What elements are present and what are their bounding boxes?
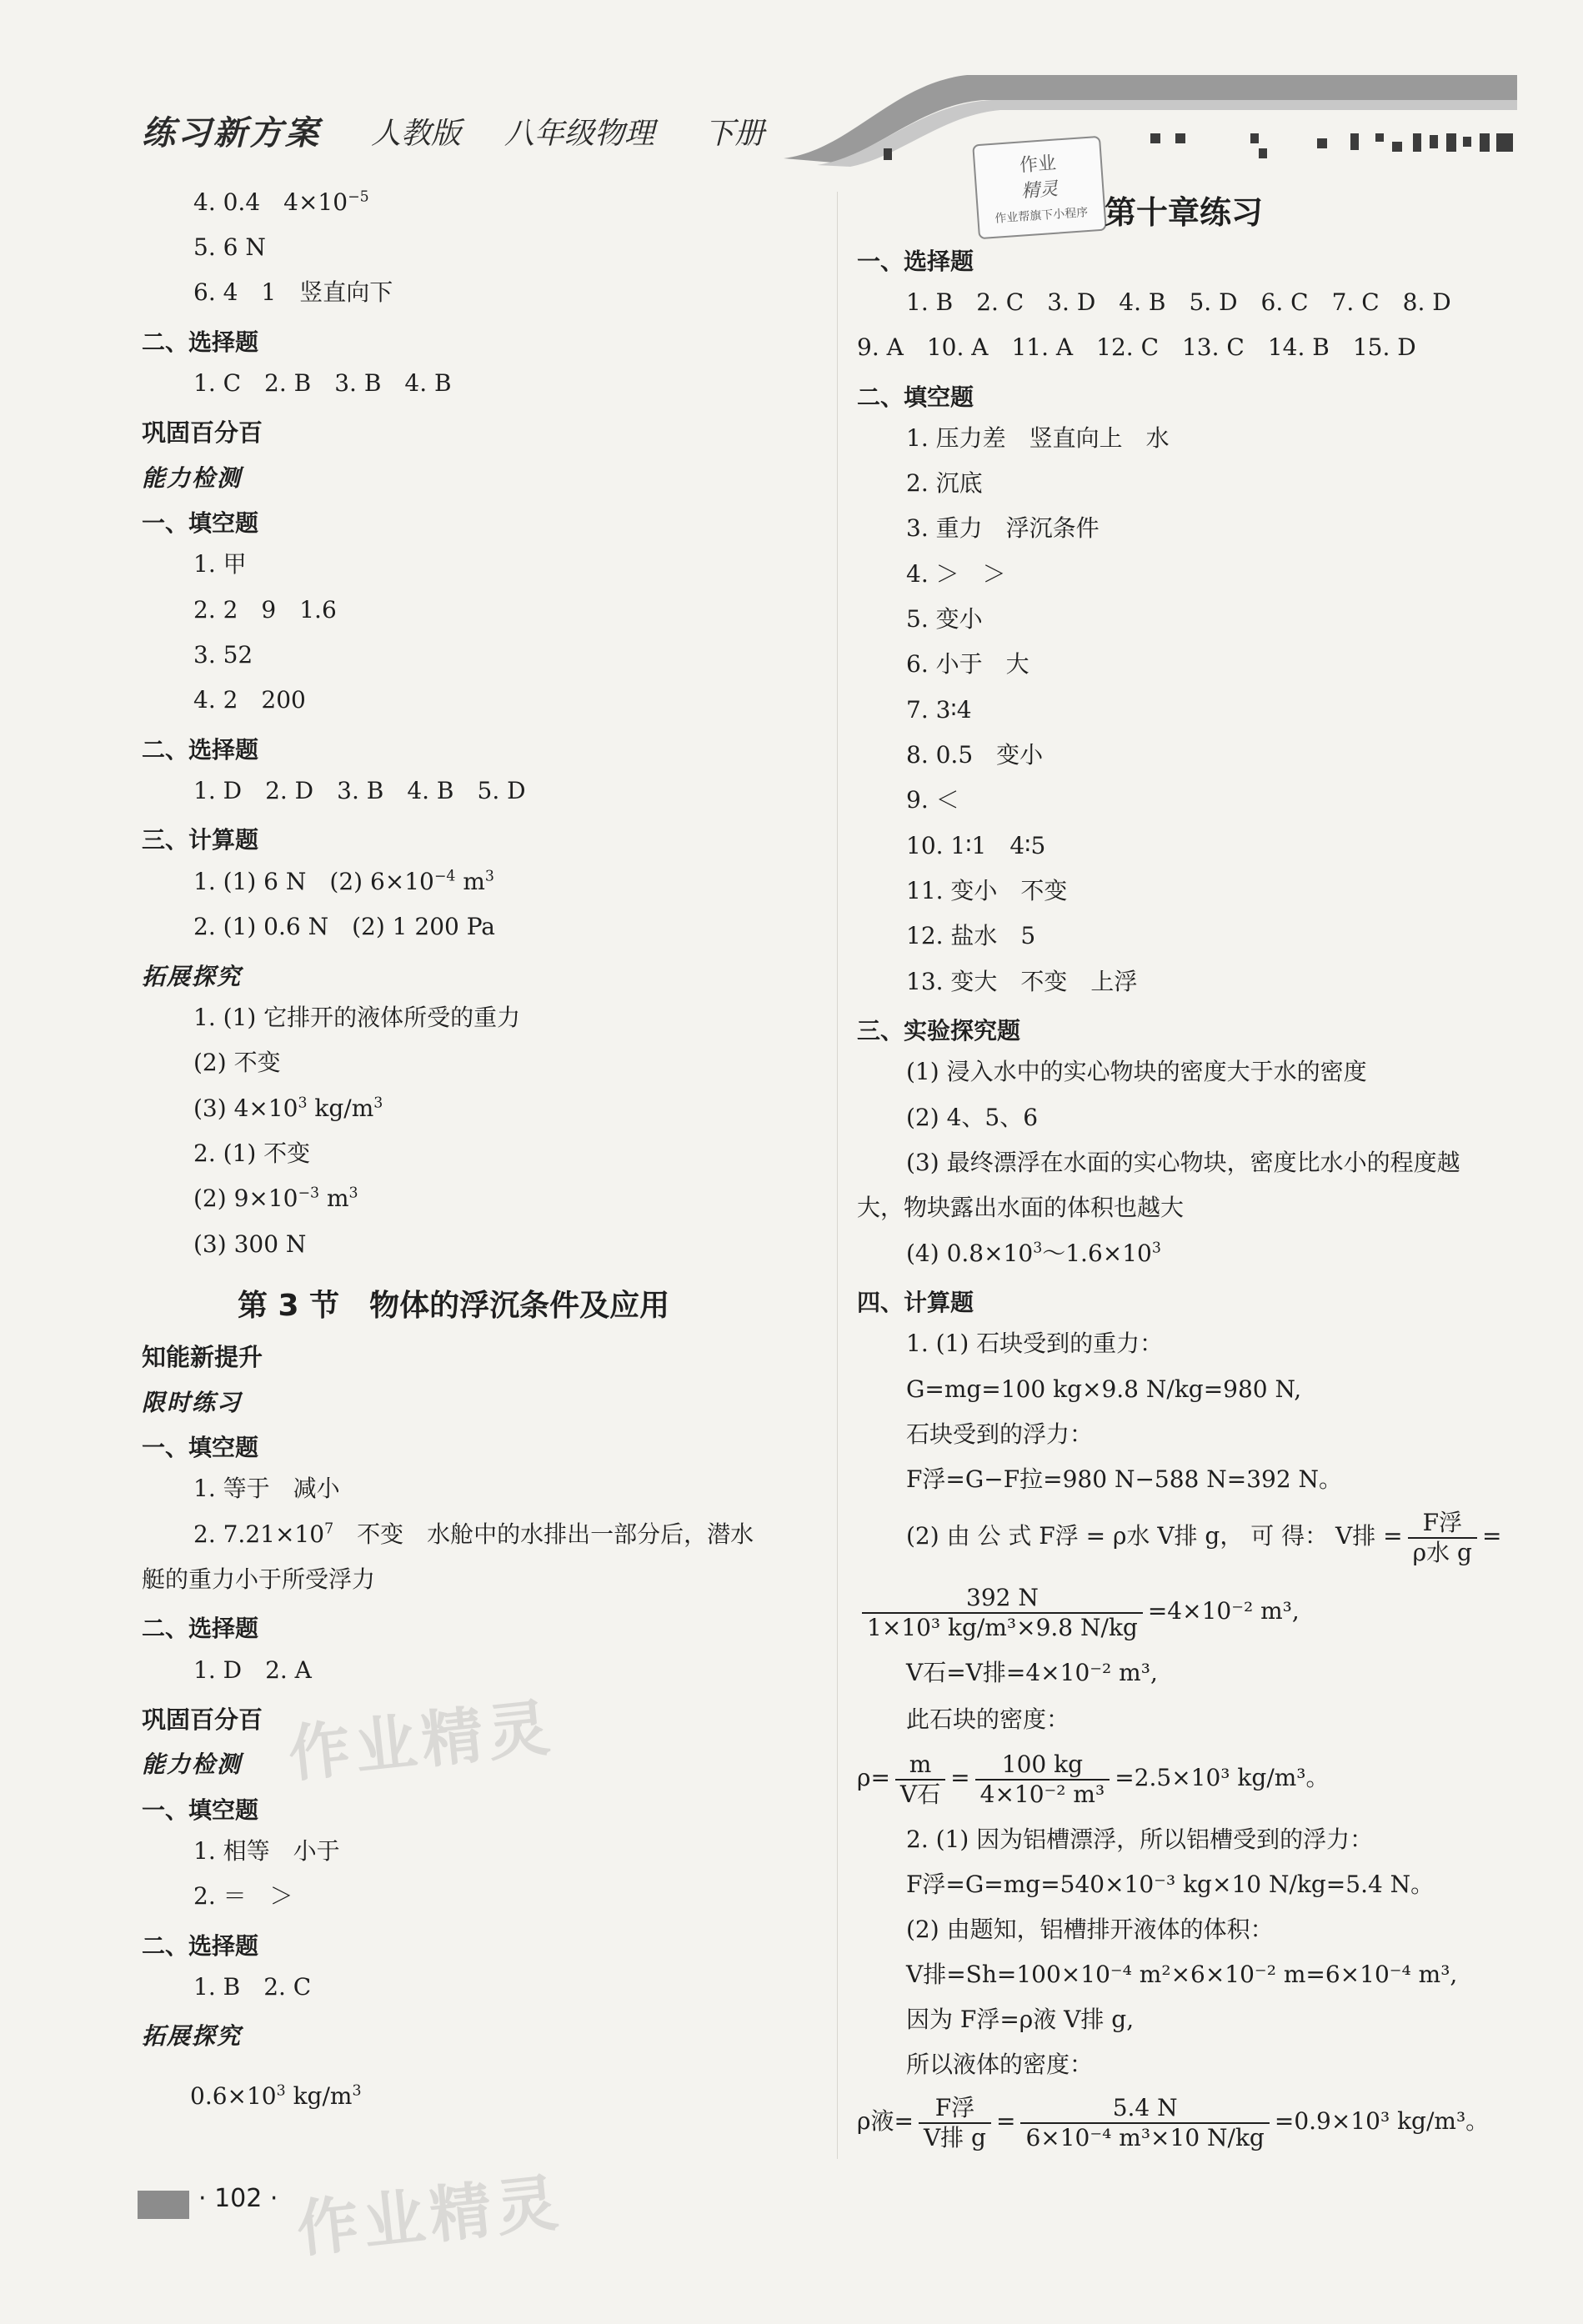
answer-line: 2. ＝ ＞ bbox=[193, 1882, 293, 1910]
heading-calc: 四、计算题 bbox=[857, 1289, 974, 1316]
page-number-box bbox=[138, 2191, 189, 2219]
equation-line: $\frac{392 N}{\text{1×10³ kg/m³×9.8 N/kg}}$ =4×10⁻² m³, bbox=[857, 1584, 1300, 1641]
heading-extend: 拓展探究 bbox=[142, 963, 243, 990]
answer-line: (2) 4、5、6 bbox=[906, 1104, 1039, 1131]
equation-line: V排=Sh=100×10⁻⁴ m²×6×10⁻² m=6×10⁻⁴ m³, bbox=[906, 1961, 1458, 1988]
answer-line: (3) $4\times 10^3$ $kg/m^3$ bbox=[193, 1094, 383, 1122]
answer-line: (4) $0.8\times 10^3\sim 1.6\times 10^3$ bbox=[906, 1240, 1161, 1267]
answer-line: 12. 盐水 5 bbox=[906, 922, 1036, 949]
answer-line: 1. (1) 它排开的液体所受的重力 bbox=[193, 1004, 521, 1031]
heading-choice: 二、选择题 bbox=[142, 1932, 259, 1960]
answer-line: 1. D 2. D 3. B 4. B 5. D bbox=[193, 777, 526, 804]
equation-line: F浮=G=mg=540×10⁻³ kg×10 N/kg=5.4 N。 bbox=[906, 1871, 1435, 1898]
answer-line: 2. (1) 不变 bbox=[193, 1139, 311, 1167]
answer-line: 石块受到的浮力： bbox=[906, 1420, 1094, 1448]
answer-line: (2) 不变 bbox=[193, 1049, 281, 1076]
heading-ability: 能力检测 bbox=[142, 1751, 243, 1778]
answer-line: 1. B 2. C 3. D 4. B 5. D 6. C 7. C 8. D bbox=[906, 288, 1451, 316]
section-title: 第 3 节 物体的浮沉条件及应用 bbox=[238, 1289, 670, 1323]
answer-line: $0.6\times 10^3$ $kg/m^3$ bbox=[190, 2082, 362, 2110]
heading-fill: 一、填空题 bbox=[142, 1796, 259, 1824]
answer-line: 2. (1) 因为铝槽漂浮，所以铝槽受到的浮力： bbox=[906, 1826, 1374, 1853]
answer-line: (3) 最终漂浮在水面的实心物块，密度比水小的程度越 bbox=[906, 1149, 1460, 1176]
answer-line: 5. 变小 bbox=[906, 605, 983, 633]
equation-line: V石=V排=4×10⁻² m³, bbox=[906, 1659, 1158, 1686]
heading-choice: 二、选择题 bbox=[142, 328, 259, 356]
equation-line: ρ液= $\frac{\text{F浮}}{\text{V排 g}}$ = $\frac{5.4 N}{\text{6×10⁻⁴ m³×10 N/kg}}$ =0.9×10³ kg/m³。 bbox=[857, 2094, 1490, 2151]
fraction: $\frac{m}{\text{V石}}$ bbox=[895, 1751, 945, 1808]
answer-line: 1. B 2. C bbox=[193, 1973, 312, 2001]
answer-line: (2) 由题知，铝槽排开液体的体积： bbox=[906, 1916, 1274, 1943]
answer-line: 4. 0.4 $4\times 10^{-5}$ bbox=[193, 188, 369, 216]
answer-line: 5. 6 N bbox=[193, 233, 266, 261]
heading-consolidate: 巩固百分百 bbox=[142, 418, 263, 447]
fraction: $\frac{392 N}{\text{1×10³ kg/m³×9.8 N/kg}}$ bbox=[862, 1584, 1143, 1641]
watermark: 作业精灵 bbox=[293, 2166, 567, 2266]
answer-line: 1. 相等 小于 bbox=[193, 1837, 340, 1865]
grade-label: 八年级物理 bbox=[504, 117, 655, 151]
answer-line: 6. 4 1 竖直向下 bbox=[193, 278, 393, 306]
header-decoration bbox=[784, 67, 1517, 167]
app-stamp bbox=[972, 136, 1107, 239]
equation-line: F浮=G−F拉=980 N−588 N=392 N。 bbox=[906, 1465, 1343, 1493]
heading-choice: 一、选择题 bbox=[857, 248, 974, 275]
book-series-title: 练习新方案 bbox=[142, 114, 321, 153]
answer-line: 1. D 2. A bbox=[193, 1656, 312, 1684]
stamp-line-2: 精灵 bbox=[1020, 178, 1060, 203]
equation-line: 因为 F浮=ρ液 V排 g, bbox=[906, 2006, 1135, 2033]
answer-line: 2. (1) 0.6 N (2) 1 200 Pa bbox=[193, 913, 496, 940]
answer-line: 所以液体的密度： bbox=[906, 2051, 1094, 2078]
fraction: $\frac{5.4 N}{\text{6×10⁻⁴ m³×10 N/kg}}$ bbox=[1020, 2094, 1269, 2151]
answer-line: (2) $9\times 10^{-3}$ $m^3$ bbox=[193, 1185, 358, 1212]
page-number: · 102 · bbox=[198, 2184, 278, 2213]
column-divider bbox=[837, 192, 838, 2159]
heading-fill: 一、填空题 bbox=[142, 509, 259, 537]
heading-knowledge: 知能新提升 bbox=[142, 1343, 263, 1371]
heading-choice: 二、选择题 bbox=[142, 1615, 259, 1642]
answer-line: 4. 2 200 bbox=[193, 686, 306, 714]
answer-line: 此石块的密度： bbox=[906, 1705, 1070, 1733]
answer-line: 10. 1∶1 4∶5 bbox=[906, 832, 1046, 859]
fraction: $\frac{\text{F浮}}{\text{ρ水 g}}$ bbox=[1408, 1509, 1477, 1566]
answer-line: 7. 3∶4 bbox=[906, 696, 972, 724]
answer-line: 2. 2 9 1.6 bbox=[193, 596, 337, 624]
volume-label: 下册 bbox=[704, 117, 765, 151]
answer-line: 2. $7.21\times 10^7$ 不变 水舱中的水排出一部分后，潜水 bbox=[193, 1520, 754, 1548]
fraction: $\frac{100 kg}{\text{4×10⁻² m³}}$ bbox=[975, 1751, 1110, 1808]
answer-line: 1. 甲 bbox=[193, 550, 247, 578]
answer-line: 4. ＞ ＞ bbox=[906, 560, 1006, 588]
stamp-line-3: 作业帮旗下小程序 bbox=[994, 206, 1089, 226]
equation-line: G=mg=100 kg×9.8 N/kg=980 N, bbox=[906, 1375, 1302, 1403]
heading-extend: 拓展探究 bbox=[142, 2022, 243, 2050]
fraction: $\frac{\text{F浮}}{\text{V排 g}}$ bbox=[919, 2094, 991, 2151]
answer-line: 13. 变大 不变 上浮 bbox=[906, 968, 1138, 995]
heading-timed: 限时练习 bbox=[142, 1389, 243, 1416]
heading-calc: 三、计算题 bbox=[142, 826, 259, 854]
heading-choice: 二、选择题 bbox=[142, 736, 259, 764]
equation-line: (2) 由 公 式 F浮 = ρ水 V排 g， 可 得： V排 = $\frac{\text{F浮}}{\text{ρ水 g}}$ = bbox=[906, 1509, 1502, 1566]
chapter-title: 第十章练习 bbox=[1105, 194, 1264, 231]
answer-line: 1. (1) 6 N (2) $6\times 10^{-4}$ $m^3$ bbox=[193, 868, 494, 895]
stamp-line-1: 作业 bbox=[1019, 153, 1057, 177]
answer-line: 1. (1) 石块受到的重力： bbox=[906, 1330, 1164, 1357]
answer-line: 6. 小于 大 bbox=[906, 650, 1029, 678]
answer-line: 8. 0.5 变小 bbox=[906, 741, 1044, 769]
heading-consolidate: 巩固百分百 bbox=[142, 1705, 263, 1734]
heading-ability: 能力检测 bbox=[142, 464, 243, 492]
answer-line: 3. 52 bbox=[193, 641, 253, 669]
answer-line: 1. 压力差 竖直向上 水 bbox=[906, 424, 1170, 452]
answer-line: 9. ＜ bbox=[906, 786, 959, 814]
answer-line: 1. C 2. B 3. B 4. B bbox=[193, 369, 452, 397]
answer-line: 11. 变小 不变 bbox=[906, 877, 1068, 904]
heading-experiment: 三、实验探究题 bbox=[857, 1017, 1021, 1044]
answer-line: (1) 浸入水中的实心物块的密度大于水的密度 bbox=[906, 1058, 1367, 1085]
answer-line: 艇的重力小于所受浮力 bbox=[142, 1565, 376, 1593]
answer-line: 1. 等于 减小 bbox=[193, 1475, 340, 1502]
heading-fill: 二、填空题 bbox=[857, 383, 974, 411]
heading-fill: 一、填空题 bbox=[142, 1434, 259, 1461]
answer-line: 9. A 10. A 11. A 12. C 13. C 14. B 15. D bbox=[857, 333, 1416, 361]
equation-line: ρ= $\frac{m}{\text{V石}}$ = $\frac{100 kg}{\text{4×10⁻² m³}}$ =2.5×10³ kg/m³。 bbox=[857, 1751, 1330, 1808]
answer-line: (3) 300 N bbox=[193, 1230, 307, 1258]
answer-line: 2. 沉底 bbox=[906, 469, 983, 497]
answer-line: 3. 重力 浮沉条件 bbox=[906, 514, 1100, 542]
edition-label: 人教版 bbox=[371, 117, 462, 151]
answer-line: 大，物块露出水面的体积也越大 bbox=[857, 1194, 1185, 1221]
watermark: 作业精灵 bbox=[285, 1691, 559, 1791]
